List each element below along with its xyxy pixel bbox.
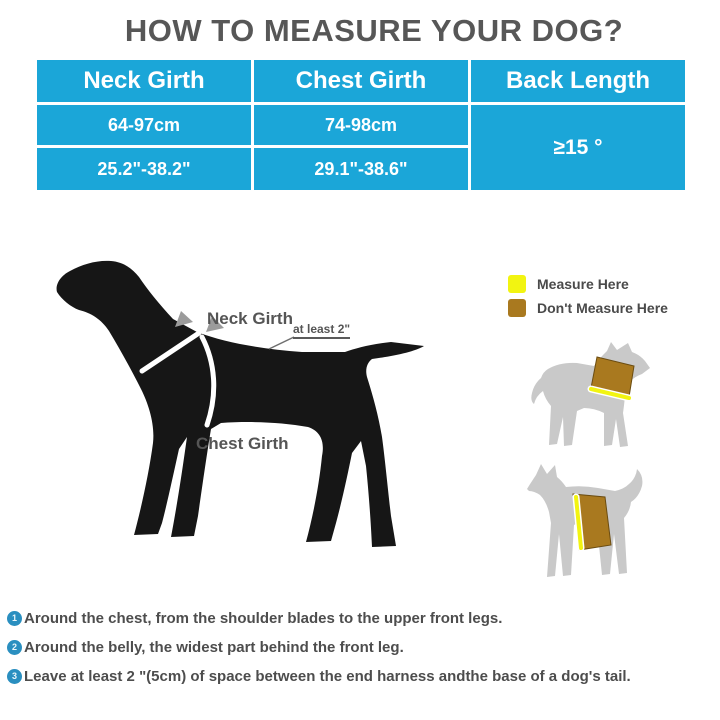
note-text-1: Around the chest, from the shoulder blades to the upper front legs.	[24, 610, 503, 627]
big-dog-silhouette	[57, 261, 424, 547]
small-dog-neck	[531, 342, 650, 447]
dont-measure-here-swatch	[508, 299, 526, 317]
note-text-3: Leave at least 2 "(5cm) of space between the end harness andthe base of a dog's tail.	[24, 668, 631, 685]
table-header-back-length: Back Length	[471, 60, 685, 102]
notes	[7, 610, 715, 697]
table-cell-neck-cm: 64-97cm	[37, 105, 251, 145]
legend-item-measure	[508, 275, 668, 293]
legend-label-measure: Measure Here	[537, 276, 629, 292]
measure-here-swatch	[508, 275, 526, 293]
legend-label-dont-measure: Don't Measure Here	[537, 300, 668, 316]
small-dog-belly	[527, 464, 642, 577]
note-item	[7, 610, 715, 627]
neck-girth-label: Neck Girth	[207, 309, 293, 328]
note-item	[7, 668, 715, 685]
table-cell-chest-cm: 74-98cm	[254, 105, 468, 145]
table-header-neck-girth: Neck Girth	[37, 60, 251, 102]
strap-arrow-left-icon	[175, 311, 193, 327]
at-least-2-label: at least 2"	[293, 322, 350, 339]
legend	[508, 275, 668, 323]
table-cell-neck-inch: 25.2"-38.2"	[37, 148, 251, 190]
table-cell-back-length-angle: ≥15 °	[471, 105, 685, 190]
page-title: HOW TO MEASURE YOUR DOG?	[124, 13, 624, 48]
table-cell-chest-inch: 29.1"-38.6"	[254, 148, 468, 190]
legend-item-dont-measure	[508, 299, 668, 317]
note-bullet-1: 1	[7, 611, 22, 626]
note-text-2: Around the belly, the widest part behind the front leg.	[24, 639, 404, 656]
chest-girth-label: Chest Girth	[196, 434, 289, 453]
small-dog-neck-silhouette	[531, 342, 650, 447]
table-header-chest-girth: Chest Girth	[254, 60, 468, 102]
note-bullet-2: 2	[7, 640, 22, 655]
at-least-leader-line	[269, 337, 294, 349]
note-item	[7, 639, 715, 656]
note-bullet-3: 3	[7, 669, 22, 684]
